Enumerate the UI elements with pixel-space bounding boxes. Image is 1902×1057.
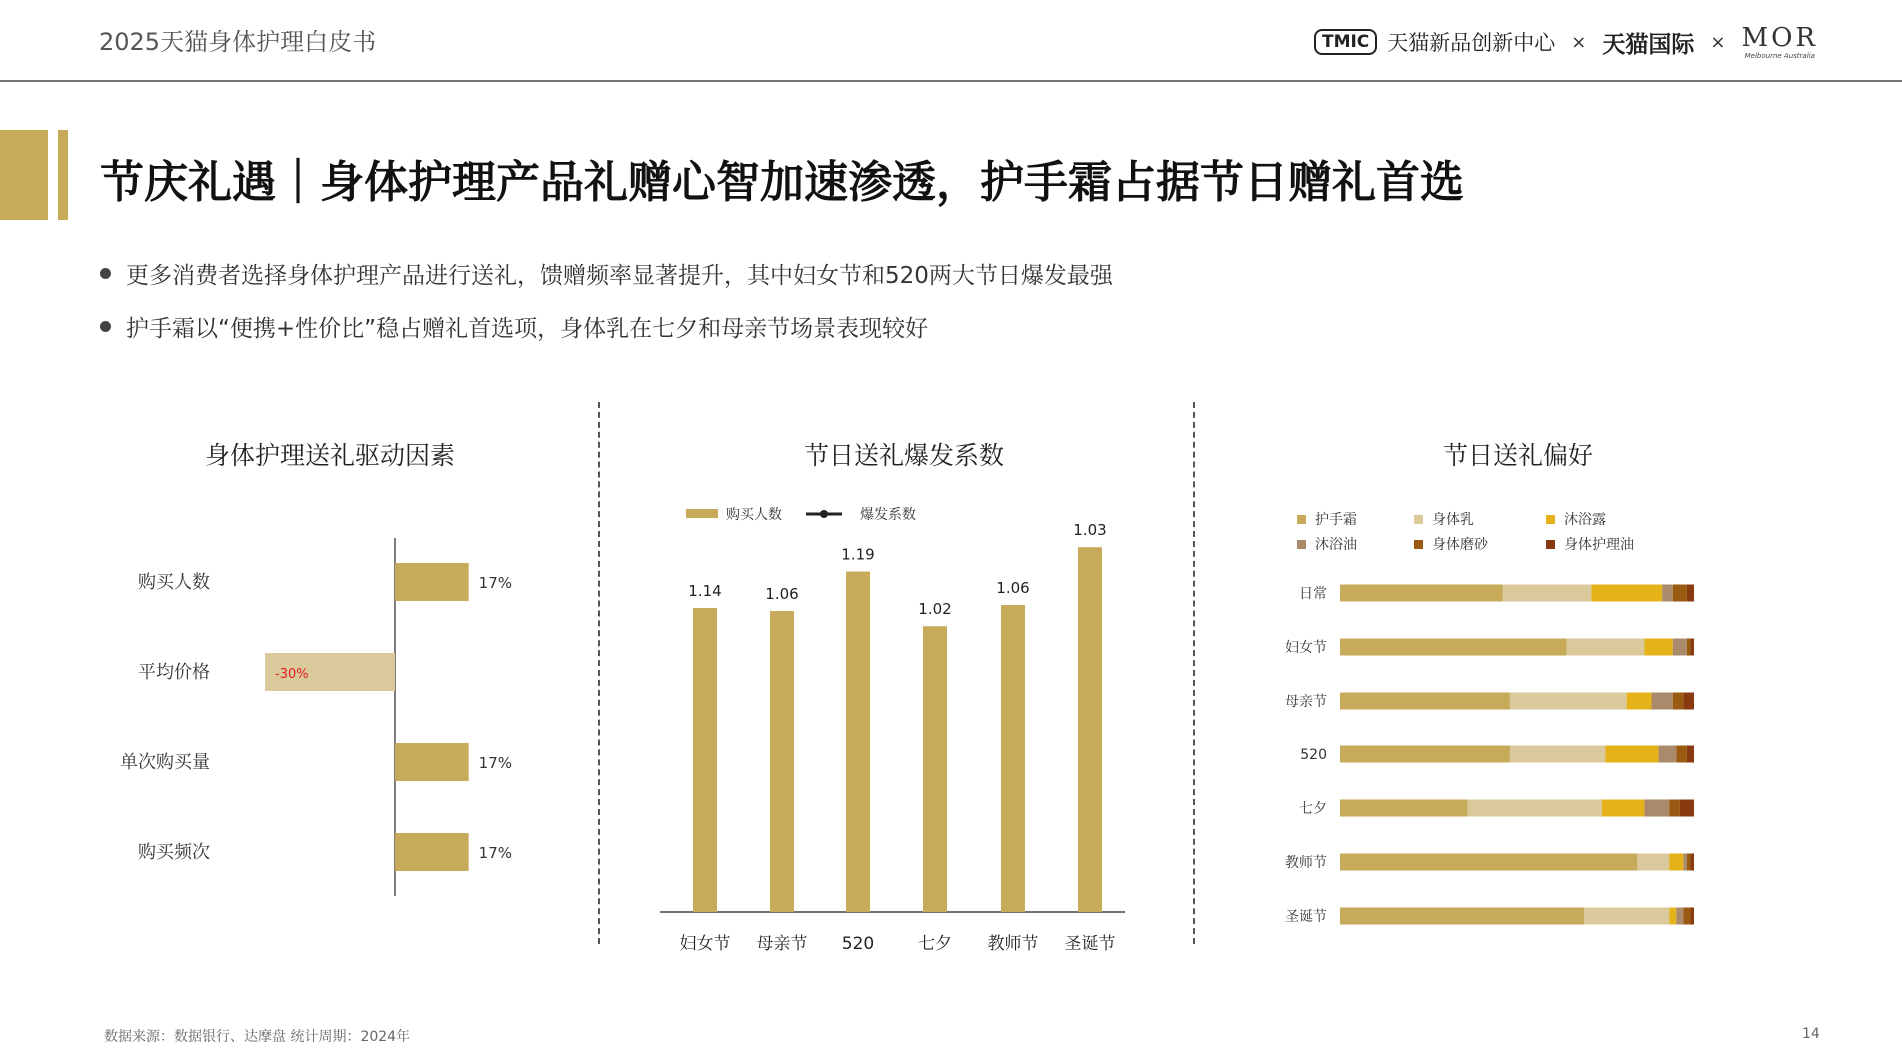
legend-label: 沐浴油: [1315, 537, 1357, 553]
burst-category-label: 七夕: [918, 934, 952, 954]
drivers-value-label: 17%: [478, 844, 513, 862]
legend-swatch: [1414, 540, 1423, 549]
legend-label: 沐浴露: [1564, 512, 1606, 528]
document-title: 2025天猫身体护理白皮书: [99, 28, 377, 56]
burst-data-label: 1.19: [841, 545, 875, 564]
drivers-value-label: 17%: [478, 574, 513, 592]
logo-separator: ×: [1710, 31, 1726, 53]
preference-segment: [1680, 800, 1694, 817]
preference-segment: [1673, 639, 1687, 656]
preference-segment: [1687, 746, 1694, 763]
legend-label: 身体磨砂: [1432, 537, 1488, 553]
burst-data-label: 1.02: [918, 600, 952, 619]
preference-segment: [1690, 639, 1694, 656]
legend-swatch: [1414, 515, 1423, 524]
legend-bar-label: 购买人数: [726, 507, 782, 523]
bullet-point: [100, 257, 1113, 290]
burst-data-label: 1.06: [765, 585, 799, 604]
burst-data-label: 1.03: [1073, 521, 1107, 540]
preference-category-label: 520: [1300, 747, 1327, 763]
drivers-category-label: 单次购买量: [120, 752, 210, 773]
legend-swatch: [1546, 515, 1555, 524]
drivers-chart: [100, 530, 570, 900]
burst-category-label: 母亲节: [756, 934, 808, 954]
preference-segment: [1644, 800, 1669, 817]
mor-logo: [1741, 22, 1818, 60]
preference-segment: [1652, 693, 1673, 710]
preference-category-label: 七夕: [1299, 801, 1327, 817]
preference-segment: [1690, 854, 1694, 871]
preference-segment: [1510, 693, 1627, 710]
preference-segment: [1340, 800, 1467, 817]
preference-segment: [1340, 693, 1510, 710]
preference-segment: [1687, 639, 1691, 656]
drivers-bar: [395, 833, 469, 871]
burst-category-label: 圣诞节: [1064, 934, 1116, 954]
bullet-dot-icon: [100, 268, 111, 279]
page-number: 14: [1802, 1026, 1820, 1042]
drivers-category-label: 购买人数: [138, 572, 210, 593]
preference-chart: [1260, 505, 1720, 945]
preference-segment: [1683, 908, 1690, 925]
burst-bar: [1001, 605, 1025, 912]
chart-divider: [1193, 402, 1195, 944]
burst-bar: [846, 572, 870, 912]
data-source-note: 数据来源：数据银行、达摩盘 统计周期：2024年: [104, 1029, 411, 1045]
preference-segment: [1340, 854, 1637, 871]
burst-category-label: 520: [841, 934, 875, 954]
legend-label: 身体护理油: [1564, 537, 1634, 553]
drivers-bar: [395, 743, 469, 781]
burst-chart: [640, 495, 1160, 965]
mor-logo-text: MOR: [1741, 22, 1818, 53]
preference-category-label: 日常: [1299, 586, 1327, 602]
preference-segment: [1662, 585, 1673, 602]
drivers-category-label: 购买频次: [138, 842, 210, 863]
preference-segment: [1669, 908, 1676, 925]
legend-swatch: [1546, 540, 1555, 549]
preference-category-label: 妇女节: [1285, 640, 1327, 656]
preference-segment: [1673, 693, 1684, 710]
preference-segment: [1602, 800, 1644, 817]
preference-segment: [1676, 908, 1683, 925]
title-accent-stripe: [58, 130, 68, 220]
preference-segment: [1584, 908, 1669, 925]
bullet-text: 护手霜以“便携+性价比”稳占赠礼首选项，身体乳在七夕和母亲节场景表现较好: [126, 316, 929, 342]
bullet-point: [100, 310, 928, 343]
burst-category-label: 妇女节: [679, 934, 731, 954]
drivers-value-label: -30%: [275, 667, 309, 682]
preference-segment: [1687, 854, 1691, 871]
drivers-category-label: 平均价格: [138, 662, 210, 683]
legend-label: 护手霜: [1315, 512, 1357, 528]
burst-bar: [770, 611, 794, 912]
burst-category-label: 教师节: [987, 934, 1039, 954]
preference-segment: [1644, 639, 1672, 656]
chart-title-burst: 节日送礼爆发系数: [803, 441, 1004, 470]
preference-segment: [1340, 908, 1584, 925]
legend-swatch: [1297, 515, 1306, 524]
preference-segment: [1467, 800, 1602, 817]
burst-bar: [923, 626, 947, 912]
drivers-value-label: 17%: [478, 754, 513, 772]
preference-segment: [1340, 746, 1510, 763]
preference-segment: [1687, 585, 1694, 602]
mor-logo-subtext: Melbourne Australia: [1744, 51, 1815, 60]
page-title: 节庆礼遇｜身体护理产品礼赠心智加速渗透，护手霜占据节日赠礼首选: [100, 157, 1464, 208]
preference-segment: [1606, 746, 1659, 763]
burst-data-label: 1.06: [996, 578, 1030, 597]
preference-segment: [1676, 746, 1687, 763]
chart-title-drivers: 身体护理送礼驱动因素: [204, 441, 455, 470]
preference-segment: [1627, 693, 1652, 710]
preference-segment: [1503, 585, 1592, 602]
preference-segment: [1690, 908, 1694, 925]
legend-swatch: [1297, 540, 1306, 549]
preference-segment: [1683, 693, 1694, 710]
burst-data-label: 1.14: [688, 582, 722, 600]
preference-segment: [1673, 585, 1687, 602]
preference-category-label: 圣诞节: [1285, 909, 1327, 925]
drivers-bar: [395, 563, 469, 601]
header-divider: [0, 80, 1902, 82]
preference-segment: [1567, 639, 1645, 656]
preference-category-label: 教师节: [1285, 855, 1327, 871]
bullet-dot-icon: [100, 321, 111, 332]
preference-segment: [1510, 746, 1606, 763]
legend-label: 身体乳: [1432, 512, 1474, 528]
legend-line-marker: [820, 510, 828, 518]
legend-bar-swatch: [686, 509, 718, 518]
tmall-global-logo: 天猫国际: [1602, 31, 1695, 58]
preference-segment: [1637, 854, 1669, 871]
legend-line-label: 爆发系数: [860, 507, 916, 523]
preference-segment: [1669, 854, 1683, 871]
burst-bar: [1078, 547, 1102, 912]
tmic-logo-text: 天猫新品创新中心: [1387, 31, 1556, 55]
chart-title-preference: 节日送礼偏好: [1442, 441, 1593, 470]
bullet-text: 更多消费者选择身体护理产品进行送礼，馈赠频率显著提升，其中妇女节和520两大节日爆发最强: [126, 263, 1113, 289]
preference-segment: [1669, 800, 1680, 817]
preference-segment: [1683, 854, 1687, 871]
tmic-logo: TMIC: [1314, 29, 1377, 55]
burst-bar: [693, 608, 717, 912]
preference-category-label: 母亲节: [1285, 694, 1327, 710]
preference-segment: [1659, 746, 1677, 763]
logo-separator: ×: [1571, 31, 1587, 53]
preference-segment: [1340, 639, 1567, 656]
chart-divider: [598, 402, 600, 944]
preference-segment: [1340, 585, 1503, 602]
partner-logos: [1314, 24, 1818, 60]
title-accent-block: [0, 130, 48, 220]
preference-segment: [1591, 585, 1662, 602]
